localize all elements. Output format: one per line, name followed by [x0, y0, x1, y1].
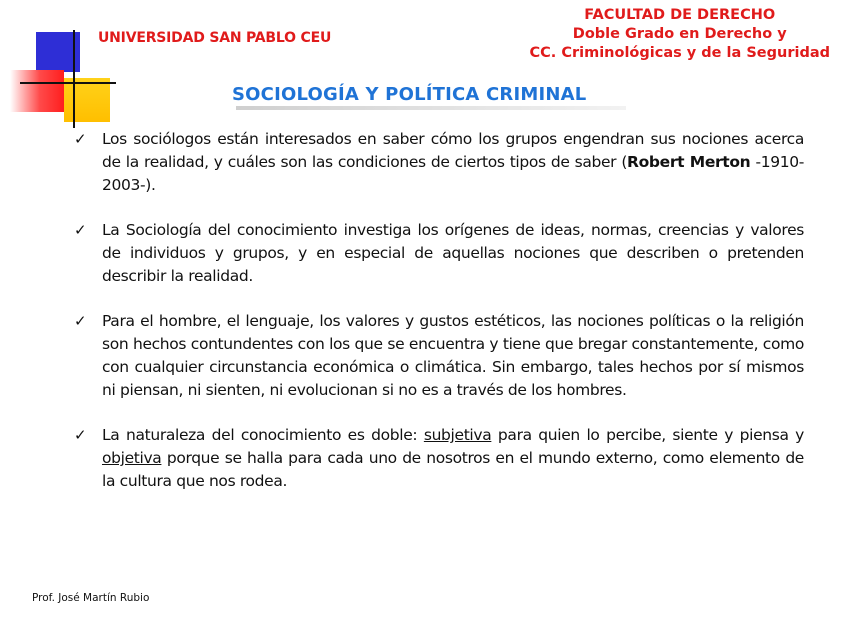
logo-yellow-square — [64, 78, 110, 122]
slide-title: SOCIOLOGÍA Y POLÍTICA CRIMINAL — [232, 84, 587, 105]
term-subjetiva: subjetiva — [423, 426, 492, 444]
title-underline — [236, 106, 626, 110]
faculty-line-2: Doble Grado en Derecho y — [572, 26, 787, 42]
term-objetiva: objetiva — [102, 449, 162, 467]
university-logo-icon — [0, 0, 120, 130]
university-name: UNIVERSIDAD SAN PABLO CEU — [98, 30, 332, 46]
bullet-text-part: para quien lo percibe, siente y piensa y — [491, 426, 804, 444]
bullet-text-part: La naturaleza del conocimiento es doble: — [102, 426, 424, 444]
list-item — [74, 128, 804, 197]
faculty-line-1: FACULTAD DE DERECHO — [584, 7, 776, 23]
footer-author: Prof. José Martín Rubio — [32, 592, 150, 604]
bullet-text-part: Los sociólogos están interesados en saber cómo los grupos engendran sus nociones acerca de la realidad, y cuáles son las condiciones de ciertos tipos de saber ( — [102, 130, 804, 171]
bullet-text — [102, 128, 804, 197]
bullet-text: La Sociología del conocimiento investiga los orígenes de ideas, normas, creencias y valores de individuos y grupos, y en especial de aquellas nociones que describen o pretenden describir la realidad. — [102, 221, 804, 285]
bullet-text-part: -1910-2003-). — [102, 153, 804, 194]
list-item — [74, 219, 804, 288]
list-item — [74, 310, 804, 402]
list-item — [74, 424, 804, 493]
checkmark-icon: ✓ — [74, 426, 87, 444]
checkmark-icon: ✓ — [74, 312, 87, 330]
bullet-text-part: porque se halla para cada uno de nosotros en el mundo externo, como elemento de la cultura que nos rodea. — [102, 449, 804, 490]
bullet-list — [74, 128, 804, 515]
checkmark-icon: ✓ — [74, 130, 87, 148]
faculty-block — [529, 6, 830, 63]
logo-red-square — [10, 70, 64, 112]
logo-horizontal-line — [20, 82, 116, 84]
faculty-line-3: CC. Criminológicas y de la Seguridad — [529, 45, 830, 61]
checkmark-icon: ✓ — [74, 221, 87, 239]
author-name: Robert Merton — [627, 153, 751, 171]
bullet-text: Para el hombre, el lenguaje, los valores y gustos estéticos, las nociones políticas o la religión son hechos contundentes con los que se encuentra y tiene que bregar constantemente, como con cualquier circunstancia económica o climática. Sin embargo, tales hechos por sí mismos ni piensan, ni sienten, ni evolucionan si no es a través de los hombres. — [102, 312, 804, 399]
bullet-text — [102, 424, 804, 493]
logo-vertical-line — [73, 30, 75, 128]
